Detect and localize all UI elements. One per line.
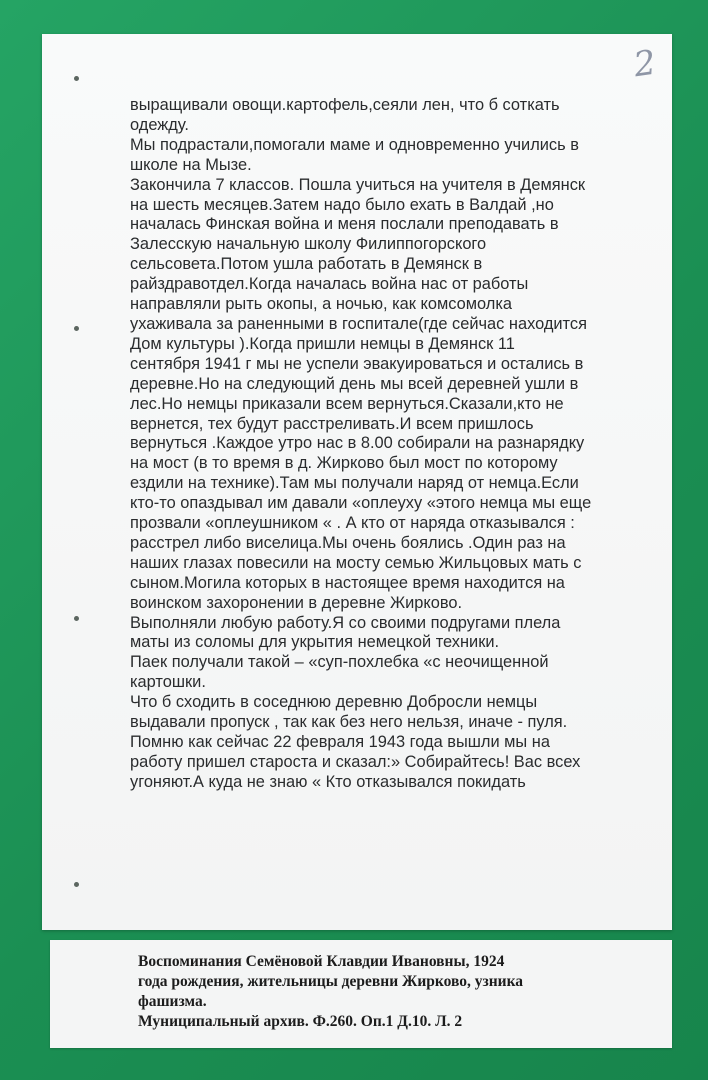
text-line: райздравотдел.Когда началась война нас от работы: [130, 275, 529, 294]
punch-hole: [74, 882, 79, 887]
text-line: наших глазах повесили на мосту семью Жильцовых мать с: [130, 553, 582, 572]
text-line: сентября 1941 г мы не успели эвакуироваться и остались в: [130, 354, 584, 373]
text-line: ухаживала за раненными в госпитале(где сейчас находится: [130, 314, 587, 333]
caption-line: Муниципальный архив. Ф.260. Оп.1 Д.10. Л. 2: [138, 1013, 463, 1030]
text-line: лес.Но немцы приказали всем вернуться.Сказали,кто не: [130, 394, 564, 413]
text-line: выдавали пропуск , так как без него нельзя, иначе - пуля.: [130, 713, 568, 732]
text-line: прозвали «оплеушником « . А кто от наряда отказывался :: [130, 514, 575, 533]
page-number: 2: [631, 42, 659, 86]
text-line: Закончила 7 классов. Пошла учиться на учителя в Демянск: [130, 175, 586, 194]
text-line: школе на Мызе.: [130, 155, 252, 174]
text-line: началась Финская война и меня послали преподавать в: [130, 215, 559, 234]
text-line: на мост (в то время в д. Жирково был мост по которому: [130, 454, 558, 473]
text-line: направляли рыть окопы, а ночью, как комсомолка: [130, 295, 512, 314]
text-line: Залесскую начальную школу Филиппогорского: [130, 235, 487, 254]
caption-text: [138, 952, 638, 1032]
text-line: одежду.: [130, 115, 189, 134]
caption-label: [50, 940, 672, 1048]
caption-line: фашизма.: [138, 993, 207, 1010]
caption-line: года рождения, жительницы деревни Жирково, узника: [138, 973, 524, 990]
punch-hole: [74, 616, 79, 621]
text-line: Помню как сейчас 22 февраля 1943 года вышли мы на: [130, 733, 550, 751]
text-line: сыном.Могила которых в настоящее время находится на: [130, 573, 565, 592]
text-line: Что б сходить в соседнюю деревню Добросли немцы: [130, 693, 538, 712]
text-line: на шесть месяцев.Затем надо было ехать в Валдай ,но: [130, 195, 554, 214]
text-line: воинском захоронении в деревне Жирково.: [130, 593, 463, 612]
document-text: [130, 96, 650, 793]
text-line: выращивали овощи.картофель,сеяли лен, что б соткать: [130, 96, 560, 114]
punch-hole: [74, 326, 79, 331]
text-line: деревне.Но на следующий день мы всей деревней ушли в: [130, 374, 579, 393]
text-line: сельсовета.Потом ушла работать в Демянск в: [130, 255, 483, 274]
text-line: Паек получали такой – «суп-похлебка «с неочищенной: [130, 653, 549, 672]
document-page: [42, 34, 672, 930]
text-line: картошки.: [130, 673, 206, 692]
text-line: кто-то опаздывал им давали «оплеуху «этого немца мы еще: [130, 494, 592, 513]
punch-hole: [74, 76, 79, 81]
caption-line: Воспоминания Семёновой Клавдии Ивановны, 1924: [138, 953, 505, 970]
text-line: маты из соломы для укрытия немецкой техники.: [130, 633, 500, 652]
text-line: вернется, тех будут расстреливать.И всем пришлось: [130, 414, 534, 433]
text-line: вернуться .Каждое утро нас в 8.00 собирали на разнарядку: [130, 434, 585, 453]
text-line: угоняют.А куда не знаю « Кто отказывался покидать: [130, 772, 526, 791]
text-line: расстрел либо виселица.Мы очень боялись .Один раз на: [130, 533, 566, 552]
text-line: Мы подрастали,помогали маме и одновременно учились в: [130, 135, 579, 154]
text-line: Дом культуры ).Когда пришли немцы в Демянск 11: [130, 334, 515, 353]
text-line: ездили на технике).Там мы получали наряд от немца.Если: [130, 474, 579, 493]
text-line: работу пришел староста и сказал:» Собирайтесь! Вас всех: [130, 752, 581, 771]
text-line: Выполняли любую работу.Я со своими подругами плела: [130, 613, 561, 632]
